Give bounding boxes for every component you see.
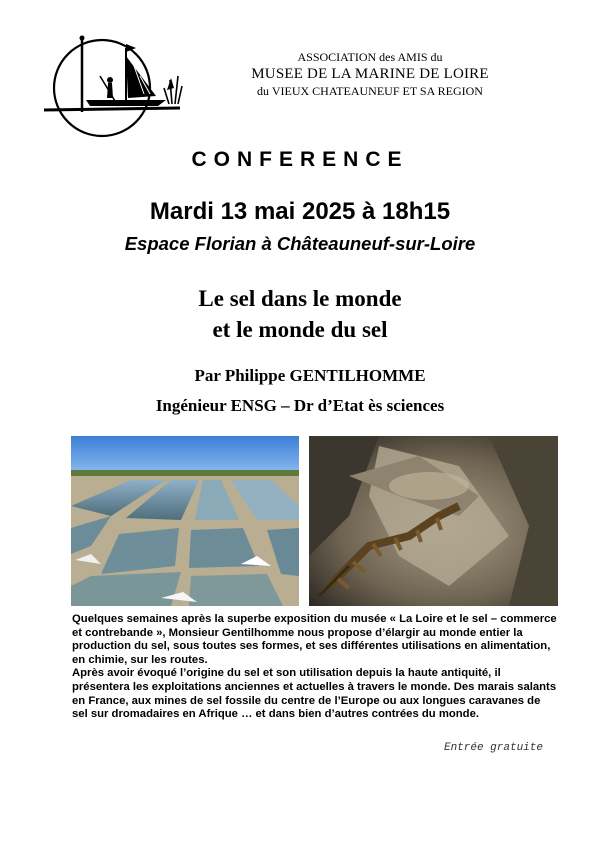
boat-oarsman-logo-icon (40, 30, 185, 140)
entry-free-note: Entrée gratuite (443, 742, 543, 754)
event-type-heading: CONFERENCE (191, 148, 409, 171)
description-paragraph-2: Après avoir évoqué l’origine du sel et son utilisation depuis la haute antiquité, il présentera les exploitations anciennes et actuelles à travers le monde. Des marais salants en France, aux mines de sel fossile du centre de l’Europe ou aux longues caravanes de sel sur dromadaires en Afrique … et dans bien d’autres contrées du monde. (72, 667, 557, 721)
association-line-3: du VIEUX CHATEAUNEUF ET SA REGION (257, 83, 483, 98)
speaker-role: Ingénieur ENSG – Dr d’Etat ès sciences (155, 396, 445, 415)
salt-mine-photo (309, 436, 558, 606)
association-line-2: MUSEE DE LA MARINE DE LOIRE (251, 66, 489, 82)
association-line-1: ASSOCIATION des AMIS du (297, 50, 443, 64)
talk-title-line-1: Le sel dans le monde (198, 286, 402, 311)
description-paragraph-1: Quelques semaines après la superbe exposition du musée « La Loire et le sel – commerce et contrebande », Monsieur Gentilhomme nous propose d’élargir au monde entier la production du sel, sous toutes ses formes, et ses différentes utilisations en alimentation, en chimie, sur les routes. (72, 613, 557, 666)
speaker-name: Par Philippe GENTILHOMME (194, 366, 426, 385)
association-logo (40, 30, 185, 140)
association-header (215, 50, 525, 99)
salt-marsh-photo (71, 436, 299, 606)
event-venue: Espace Florian à Châteauneuf-sur-Loire (124, 233, 476, 254)
talk-title (0, 283, 600, 345)
event-date: Mardi 13 mai 2025 à 18h15 (149, 198, 451, 225)
salt-mine-image-icon (309, 436, 558, 606)
event-description (72, 613, 557, 722)
talk-title-line-2: et le monde du sel (212, 317, 388, 342)
salt-marsh-image-icon (71, 436, 299, 606)
